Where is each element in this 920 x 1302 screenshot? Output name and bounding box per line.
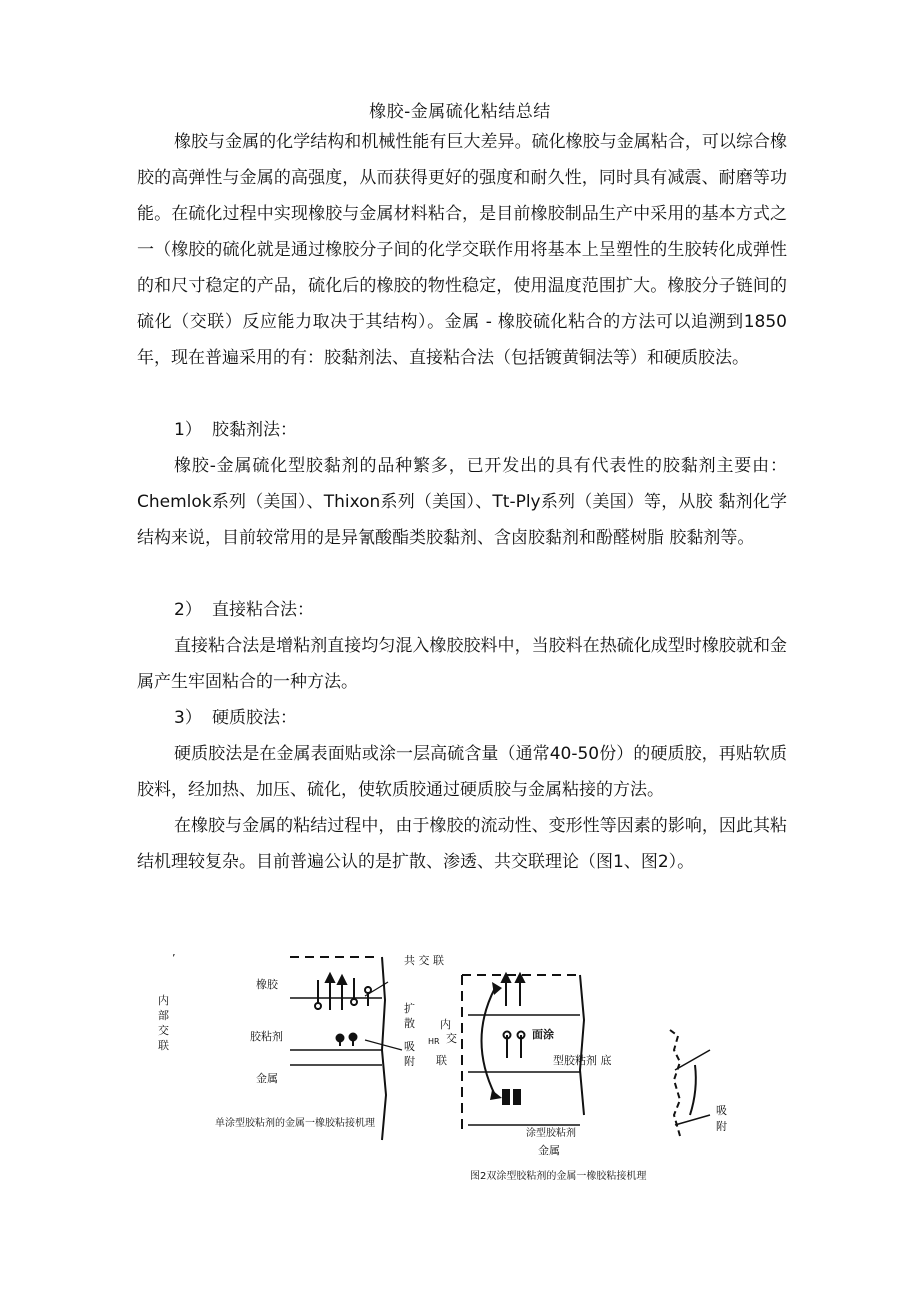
fig2-mid-label: 型胶粘剂 底 [553,1054,612,1067]
section-body-2: 直接粘合法是增粘剂直接均匀混入橡胶胶料中，当胶料在热硫化成型时橡胶就和金属产生牢固粘合的一种方法。 [137,636,787,692]
svg-text:内: 内 [158,994,169,1007]
section-number: 2） [174,600,202,620]
fig2-jiao-label: 交 [446,1032,457,1045]
fig2-side-boundary [670,1030,680,1136]
fig2-adsorption-label [716,1104,727,1133]
bonding-mechanism-figure [150,940,750,1180]
svg-text:附: 附 [404,1055,415,1068]
layer-metal-label: 金属 [256,1072,278,1085]
section-title: 硬质胶法： [212,708,297,728]
figure-2-diagram [428,974,727,1180]
svg-text:吸: 吸 [716,1104,727,1117]
intro-paragraph: 橡胶与金属的化学结构和机械性能有巨大差异。硫化橡胶与金属粘合，可以综合橡胶的高弹性与金属的高强度，从而获得更好的强度和耐久性，同时具有减震、耐磨等功能。在硫化过程中实现橡胶与金属材料粘合，是目前橡胶制品生产中采用的基本方式之一（橡胶的硫化就是通过橡胶分子间的化学交联作用将基本上呈塑性的生胶转化成弹性的和尺寸稳定的产品，硫化后的橡胶的物性稳定，使用温度范围扩大。橡胶分子链间的硫化（交联）反应能力取决于其结构）。金属 - 橡胶硫化粘合的方法可以追溯到1850年，现在普遍采用的有：胶黏剂法、直接粘合法（包括镀黄铜法等）和硬质胶法。 [137,132,787,368]
layer-adhesive-label: 胶粘剂 [250,1030,283,1043]
fig2-side-curve [690,1065,696,1115]
section-title: 直接粘合法： [212,600,314,620]
fig2-inner-label: 内 [440,1018,451,1031]
fig2-curved-arrow [482,988,496,1095]
diffusion-label [404,1001,415,1030]
fig2-metal-label: 金属 [538,1144,560,1157]
section-number: 3） [174,708,202,728]
fig2-right-boundary [580,975,584,1115]
section-heading-2 [174,592,314,628]
co-crosslink-label: 共 交 联 [404,954,444,967]
section-heading-3 [174,700,297,736]
svg-text:交: 交 [158,1024,169,1037]
inner-crosslink-label [158,993,169,1052]
svg-text:部: 部 [158,1009,169,1022]
adsorption-label [404,1040,415,1068]
figure-1-caption: 单涂型胶粘剂的金属一橡胶粘接机理 [215,1118,375,1129]
fig2-hr-label: HR [428,1037,440,1046]
svg-text:附: 附 [716,1120,727,1133]
fig2-molecules [502,974,525,1104]
closing-paragraph: 在橡胶与金属的粘结过程中，由于橡胶的流动性、变形性等因素的影响，因此其粘结机理较复杂。目前普遍公认的是扩散、渗透、共交联理论（图1、图2）。 [137,816,787,872]
svg-text:吸: 吸 [404,1040,415,1053]
figure-2-caption: 图2双涂型胶粘剂的金属一橡胶粘接机理 [470,1171,647,1180]
page-title: 橡胶-金属硫化粘结总结 [369,102,551,122]
svg-text:联: 联 [158,1039,169,1052]
figure-mark: ’ [172,952,176,965]
molecule-chains [315,974,371,1046]
section-body-3: 硬质胶法是在金属表面贴或涂一层高硫含量（通常40-50份）的硬质胶，再贴软质胶料，经加热、加压、硫化，使软质胶通过硬质胶与金属粘接的方法。 [137,744,787,800]
section-heading-1 [174,412,297,448]
svg-text:散: 散 [404,1017,415,1030]
svg-text:扩: 扩 [404,1002,415,1015]
section-body-1: 橡胶-金属硫化型胶黏剂的品种繁多，已开发出的具有代表性的胶黏剂主要由：Chemlok系列（美国）、Thixon系列（美国）、Tt-Ply系列（美国）等，从胶 黏剂化学结构来说，目前较常用的是异氰酸酯类胶黏剂、含卤胶黏剂和酚醛树脂 胶黏剂等。 [137,456,787,548]
section-number: 1） [174,420,202,440]
fig2-tu-xing-label: 涂型胶粘剂 [526,1128,576,1139]
section-title: 胶黏剂法： [212,420,297,440]
fig2-mian-tu-label: 面涂 [532,1028,554,1041]
fig2-lian-label: 联 [436,1054,447,1067]
figure-1-diagram [158,952,444,1140]
layer-rubber-label: 橡胶 [256,978,278,991]
